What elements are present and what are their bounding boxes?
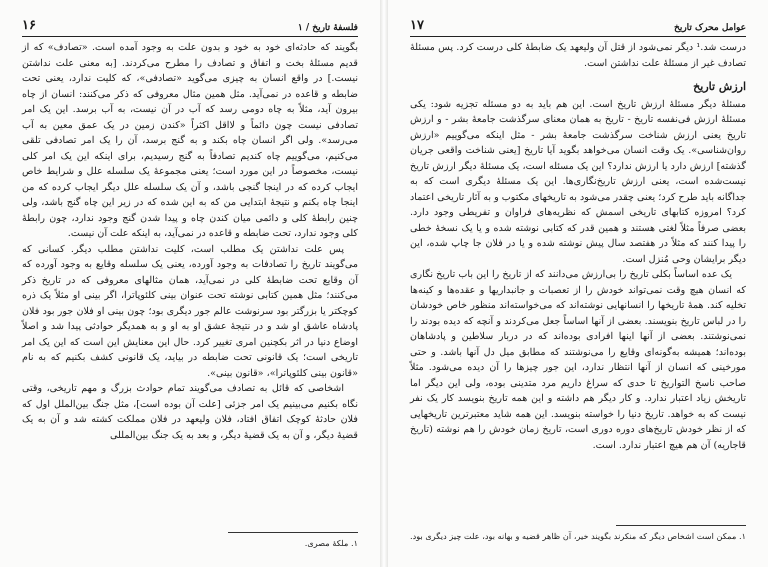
left-paragraph-3: اشخاصی که قائل به تصادف می‌گویند تمام حوادث بزرگ و مهم تاریخی، وقتی نگاه بکنیم می‌بینیم یک امر جزئی [علت آن بوده است]، مثل جنگ بین‌الملل اول که فلان حادثهٔ کوچک اتفاق افتاد، فلان ولیعهد در فلان مملکت کشته شد و آن به یک قضیهٔ دیگر، و آن به یک قضیهٔ دیگر، و بعد به یک جنگ بین‌المللی [22,383,358,441]
right-page [388,0,768,567]
right-opening-paragraph: درست شد.¹ دیگر نمی‌شود از قتل آن ولیعهد یک ضابطهٔ کلی درست کرد. پس مسئلهٔ تصادف غیر از مسئلهٔ علت نداشتن است. [410,42,746,69]
left-footnote: ۱. ملکهٔ مصری. [304,538,358,548]
right-running-title: عوامل محرک تاریخ [674,23,746,33]
right-footnote-rule [616,525,746,526]
book-gutter [380,0,388,567]
section-heading: ارزش تاریخ [693,80,746,93]
right-footnote: ۱. ممکن است اشخاص دیگر که منکرند بگویند خیر، آن ظاهر قضیه و بهانه بود، علت چیز دیگری بود. [410,531,746,541]
right-running-head [410,13,746,37]
left-footnote-rule [228,532,358,533]
right-paragraph-2: یک عده اساساً بکلی تاریخ را بی‌ارزش می‌دانند که از تاریخ را این باب تاریخ نگاری که انسان هیچ وقت نمی‌تواند خودش را از تعصبات و جانبداریها و عقده‌ها و کینه‌ها تخلیه کند. همهٔ تاریخها را انسانهایی نوشته‌اند که می‌خواسته‌اند منظور خاص خودشان را در لباس تاریخ بنویسند. بعضی از آنها اساساً جعل می‌کردند و آنچه که دیده بودند را نمی‌نوشتند. بعضی از آنها اینها افرادی بوده‌اند که در دربار سلاطین و پادشاهان بوده‌اند؛ همیشه به‌گونه‌ای وقایع را می‌نوشتند که مطابق میل دل آنها باشد. و حتی مورخینی که انسان از آنها انتظار ندارد، این جور چیزها را آن دیده می‌شود. مثلاً صاحب ناسخ التواریخ تا حدی که سراغ داریم مرد متدینی بوده، ولی این دیگر اما تاریخش زیاد اعتبار ندارد. و کار دیگر هم داشته و این همه تاریخ بنویسد کار یک نفر نیست که به خواهد. تاریخ دنیا را خواسته بنویسد. این همه شاید معتبرترین تاریخهایی که از نظر خودش تاریخ‌های دوره دوری است، تاریخ زمان خودش را هم نوشته (تاریخ قاجاریه) آن هم هیچ اعتبار ندارد. است. [410,269,746,451]
left-page-body [22,40,358,443]
right-page-number: ۱۷ [410,18,424,33]
left-paragraph-1: بگویند که حادثه‌ای خود به خود و بدون علت به وجود آمده است. «تصادف» که از قدیم مسئلهٔ بخت و اتفاق و تصادف را مطرح می‌کردند. [به معنی علت نداشتن نیست.] در واقع انسان به چیزی می‌گوید «تصادفی»، که کلیت ندارد، یعنی تحت ضابطه و قاعده در نمی‌آید. مثل همین مثال معروفی که ذکر می‌کنند: انسان از چاه بیرون آید، مثلاً به چاه دومی رسد که آب در آن نیست، به آب برسد. این یک امر تصادفی نیست چون دائماً و لااقل اکثراً «کندن زمین در یک عمق معین به آب می‌رسد». ولی اگر انسان چاه بکند و به گنج برسد، آن را یک امر تصادفی تلقی می‌کنیم، می‌گوییم چاه کندیم تصادفاً به گنج رسیدیم، برای اینکه این یک امر کلی نیست، مخصوصاً در این مورد است؛ یعنی مجموعهٔ یک سلسله علل و شرایط خاص ایجاب کرده که در اینجا گنجی باشد، و آن یک سلسله علل دیگر ایجاب کرده که من اینجا چاه بکنم و نتیجهٔ ابتدایی من که به این شده که در زیر این چاه گنج باشد، ولی چنین رابطهٔ کلی و دائمی میان کندن چاه و پیدا شدن گنج وجود ندارد، چون رابطهٔ کلی وجود ندارد، تحت ضابطه و قاعده در نمی‌آید، به اینکه علت آن نیست. [22,42,358,239]
left-running-title: فلسفهٔ تاریخ / ۱ [297,23,358,33]
left-paragraph-2: پس علت نداشتن یک مطلب است، کلیت نداشتن مطلب دیگر. کسانی که می‌گویند تاریخ را تصادفات به وجود آورده، یعنی یک سلسله وقایع به وجود آورده که آن وقایع تحت ضابطهٔ کلی در نمی‌آید، همان مثالهای معروفی که در تاریخ ذکر می‌کنند؛ مثل همین کتابی نوشته تحت عنوان بینی کلئوپاترا، اگر بینی او مثلاً یک ذره کوچکتر یا بزرگتر بود سرنوشت عالم جور دیگری بود؛ چون بینی او فلان جور بود فلان پادشاه عاشق او شد و در نتیجهٔ عشق او به او و به همدیگر حوادثی پیدا شد و اصلاً اوضاع دنیا در اثر بکچنین امری تغییر کرد. حال این معنایش این است که این یک امر تاریخی است؛ یک قانونی تحت ضابطه در بیاید، یک قانونی کشف بکنیم که به نام «قانون بینی کلئوپاترا»، «قانون بینی». [22,243,358,379]
left-running-head [22,13,358,37]
left-page [0,0,380,567]
right-page-body [410,40,746,453]
left-page-number: ۱۶ [22,18,36,33]
right-paragraph-1: مسئلهٔ دیگر مسئلهٔ ارزش تاریخ است. این هم باید به دو مسئله تجزیه شود: یکی مسئلهٔ ارزش فی‌نفسه تاریخ - تاریخ به همان معنای سرگذشت جامعهٔ بشر - و ارزش تاریخ یعنی ارزش شناخت سرگذشت جامعهٔ بشر - مثل اینکه می‌گوییم «ارزش روان‌شناسی». یک وقت انسان می‌خواهد بگوید آیا تاریخ [یعنی شناخت واقعی جریان گذشته] ارزش دارد یا ارزش ندارد؟ این یک مسئله است، یک مسئلهٔ دیگر ارزش تاریخ نیست‌شده است، یعنی ارزش تاریخ‌نگاری‌ها. این یک مسئلهٔ دیگری است که به جداگانه باید طرح کرد؛ یعنی چقدر می‌شود به تاریخهای مکتوب و به آثار تاریخی اعتماد کرد؟ امروزه کتابهای تاریخی اسمش که نظریه‌های فراوان و تفریطی وجود دارد. بعضی صرفاً مثلاً لغتی هستند و همین قدر که کتابی نوشته شده و یا یک نسخهٔ خطی را پیدا کنند که مثلاً در هفتصد سال پیش نوشته شده و یا در فلان جا چاپ شده، این دیگر برایشان وحی مُنزل است. [410,98,746,265]
